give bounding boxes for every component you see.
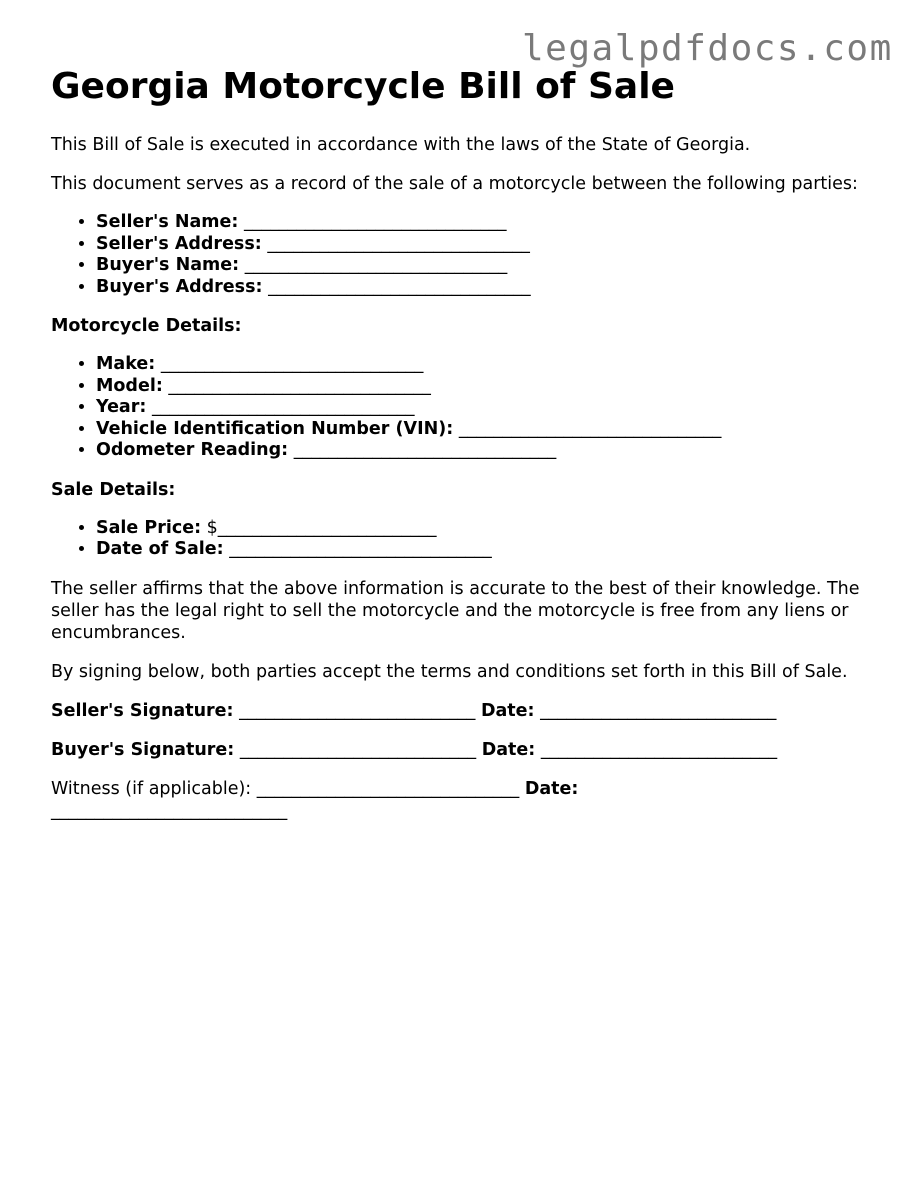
list-item [96,255,881,277]
list-item [96,354,881,376]
witness-signature-line [51,778,881,822]
blank-line: $_________________________ [206,517,437,538]
field-label: Sale Price: [96,517,202,538]
buyer-signature-line [51,739,881,761]
blank-line: ______________________________ [243,212,507,232]
field-label: Seller's Signature: [51,700,234,721]
document-page [51,62,881,822]
intro-paragraph-law: This Bill of Sale is executed in accordance with the laws of the State of Georgia. [51,135,751,155]
blank-line: ___________________________ [239,739,477,760]
intro-paragraph-record: This document serves as a record of the sale of a motorcycle between the following parties: [51,174,858,194]
field-label: Buyer's Name: [96,255,240,275]
list-item [96,518,881,540]
list-item [96,277,881,299]
parties-list [51,212,881,298]
seller-signature-line [51,700,881,722]
blank-line: ___________________________ [51,800,288,821]
motorcycle-details-list [51,354,881,462]
field-label: Year: [96,397,147,417]
blank-line: ______________________________ [267,233,530,254]
sale-details-list [51,518,881,561]
field-label: Witness (if applicable): [51,778,252,799]
blank-line: ___________________________ [540,739,778,760]
date-label: Date: [481,739,536,760]
list-item [96,419,881,441]
field-label: Make: [96,354,156,374]
affirmation-paragraph: The seller affirms that the above information is accurate to the best of their knowledge. The seller has the legal right to sell the motorcycle and the motorcycle is free from any liens or encumbrances. [51,578,860,643]
blank-line: ______________________________ [151,397,415,417]
field-label: Vehicle Identification Number (VIN): [96,418,454,439]
watermark-logo: legalpdfdocs.com [522,28,893,69]
list-item [96,539,881,561]
blank-line: ______________________________ [160,354,424,374]
field-label: Model: [96,375,163,396]
field-label: Odometer Reading: [96,440,289,460]
document-title: Georgia Motorcycle Bill of Sale [51,66,675,107]
sale-details-heading: Sale Details: [51,479,176,500]
blank-line: ______________________________ [244,255,508,275]
blank-line: ___________________________ [540,700,777,721]
blank-line: ______________________________ [256,778,520,799]
date-label: Date: [480,700,535,721]
field-label: Buyer's Address: [96,276,263,297]
blank-line: ______________________________ [268,276,531,297]
blank-line: ______________________________ [458,418,722,439]
list-item [96,397,881,419]
list-item [96,212,881,234]
list-item [96,440,881,462]
blank-line: ______________________________ [293,440,557,460]
list-item [96,234,881,256]
acceptance-paragraph: By signing below, both parties accept the terms and conditions set forth in this Bill of Sale. [51,661,848,682]
blank-line: ______________________________ [229,539,492,559]
field-label: Seller's Name: [96,212,239,232]
blank-line: ______________________________ [168,375,431,396]
list-item [96,376,881,398]
blank-line: ___________________________ [239,700,476,721]
field-label: Buyer's Signature: [51,739,235,760]
field-label: Date of Sale: [96,539,224,559]
motorcycle-details-heading: Motorcycle Details: [51,316,242,336]
date-label: Date: [524,778,579,799]
field-label: Seller's Address: [96,233,262,254]
